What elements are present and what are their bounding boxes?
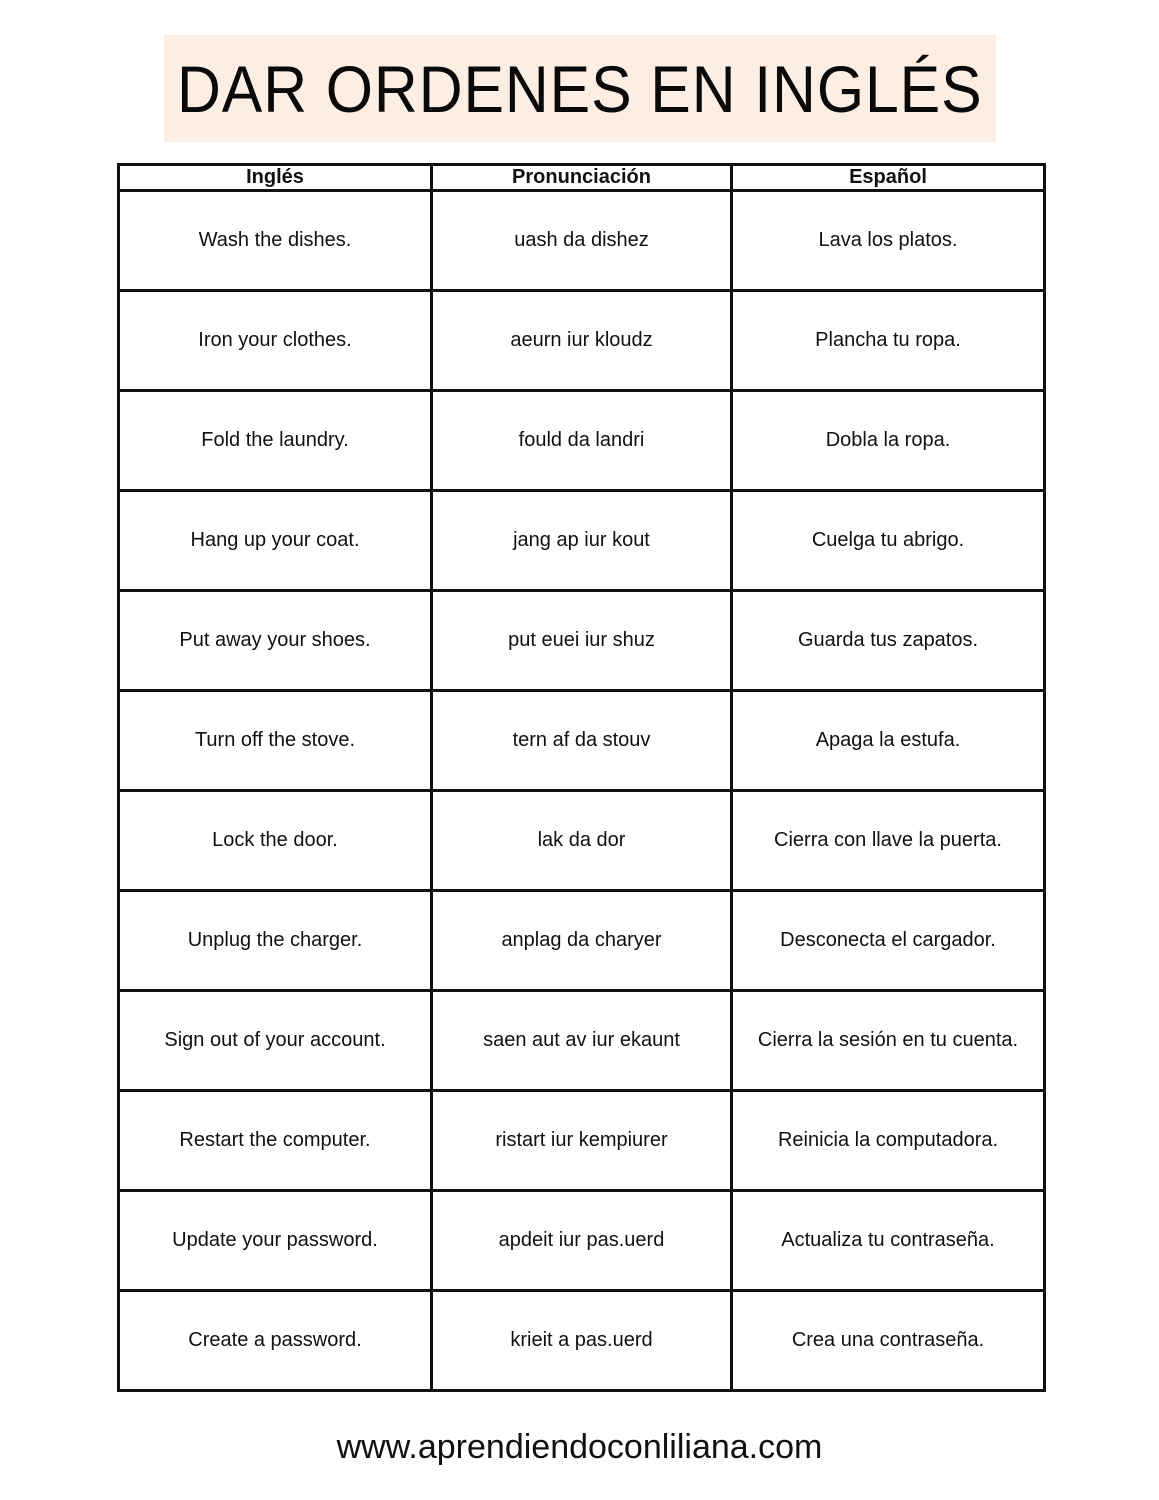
cell-pronunciation: put euei iur shuz <box>432 591 732 691</box>
cell-spanish: Cierra la sesión en tu cuenta. <box>732 991 1045 1091</box>
cell-english: Fold the laundry. <box>119 391 432 491</box>
table-row <box>119 691 1045 791</box>
cell-english: Sign out of your account. <box>119 991 432 1091</box>
cell-english: Put away your shoes. <box>119 591 432 691</box>
cell-pronunciation: ristart iur kempiurer <box>432 1091 732 1191</box>
cell-english: Wash the dishes. <box>119 191 432 291</box>
cell-english: Restart the computer. <box>119 1091 432 1191</box>
cell-spanish: Reinicia la computadora. <box>732 1091 1045 1191</box>
website-url: www.aprendiendoconliliana.com <box>336 1428 823 1466</box>
cell-english: Update your password. <box>119 1191 432 1291</box>
table-row <box>119 991 1045 1091</box>
table-row <box>119 791 1045 891</box>
cell-spanish: Crea una contraseña. <box>732 1291 1045 1391</box>
cell-spanish: Lava los platos. <box>732 191 1045 291</box>
table-row <box>119 491 1045 591</box>
table-row <box>119 291 1045 391</box>
table-row <box>119 891 1045 991</box>
cell-spanish: Dobla la ropa. <box>732 391 1045 491</box>
cell-english: Unplug the charger. <box>119 891 432 991</box>
cell-english: Turn off the stove. <box>119 691 432 791</box>
cell-spanish: Actualiza tu contraseña. <box>732 1191 1045 1291</box>
cell-english: Hang up your coat. <box>119 491 432 591</box>
cell-pronunciation: apdeit iur pas.uerd <box>432 1191 732 1291</box>
cell-spanish: Cierra con llave la puerta. <box>732 791 1045 891</box>
table-row <box>119 591 1045 691</box>
cell-pronunciation: aeurn iur kloudz <box>432 291 732 391</box>
cell-pronunciation: lak da dor <box>432 791 732 891</box>
cell-pronunciation: jang ap iur kout <box>432 491 732 591</box>
cell-spanish: Guarda tus zapatos. <box>732 591 1045 691</box>
header-spanish: Español <box>732 165 1045 191</box>
header-pronunciation: Pronunciación <box>432 165 732 191</box>
cell-spanish: Plancha tu ropa. <box>732 291 1045 391</box>
table-row <box>119 391 1045 491</box>
cell-pronunciation: saen aut av iur ekaunt <box>432 991 732 1091</box>
cell-spanish: Desconecta el cargador. <box>732 891 1045 991</box>
cell-pronunciation: fould da landri <box>432 391 732 491</box>
cell-pronunciation: uash da dishez <box>432 191 732 291</box>
vocabulary-table <box>117 163 1046 1392</box>
cell-pronunciation: krieit a pas.uerd <box>432 1291 732 1391</box>
table-header-row <box>119 165 1045 191</box>
cell-english: Iron your clothes. <box>119 291 432 391</box>
cell-spanish: Apaga la estufa. <box>732 691 1045 791</box>
cell-english: Lock the door. <box>119 791 432 891</box>
cell-spanish: Cuelga tu abrigo. <box>732 491 1045 591</box>
header-english: Inglés <box>119 165 432 191</box>
cell-pronunciation: tern af da stouv <box>432 691 732 791</box>
table-row <box>119 1091 1045 1191</box>
table-row <box>119 191 1045 291</box>
cell-english: Create a password. <box>119 1291 432 1391</box>
page-title: DAR ORDENES EN INGLÉS <box>177 51 983 126</box>
cell-pronunciation: anplag da charyer <box>432 891 732 991</box>
title-banner <box>164 35 996 142</box>
table-row <box>119 1291 1045 1391</box>
table-row <box>119 1191 1045 1291</box>
